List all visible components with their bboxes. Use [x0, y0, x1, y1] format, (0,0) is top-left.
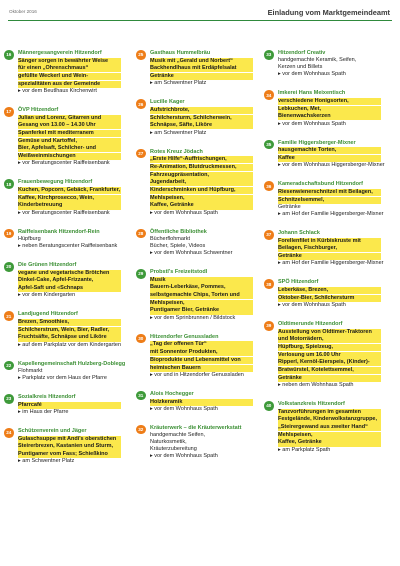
booth-offer-highlight: Musik mit „Gerald und Norbert“	[150, 58, 253, 65]
booth-entry	[264, 401, 381, 454]
booth-offer-highlight: Hüpfburg, Spielzeug,	[278, 344, 381, 351]
booth-offer-highlight: Forellenfilet in Kürbiskruste mit	[278, 238, 381, 245]
booth-offer-highlight: Gesang von 13.00 – 14.30 Uhr	[18, 122, 121, 129]
booth-entry	[4, 229, 121, 250]
booth-offer-highlight: Sänger sorgen in bewährter Weise	[18, 58, 121, 65]
booth-location: ▸ am Hof der Familie Higgersberger-Mixner	[278, 260, 384, 267]
booth-title: Familie Higgersberger-Mixner	[278, 139, 356, 146]
booth-offer-highlight: Kinderbetreuung	[18, 202, 121, 209]
booth-entry	[4, 50, 121, 95]
booth-number-badge: 37	[264, 230, 274, 240]
booth-offer-highlight: mit Sonnentor Produkten,	[150, 349, 253, 356]
booth-offer-text: Kerzen und Billets	[278, 64, 323, 70]
booth-entry	[4, 107, 121, 167]
booth-offer-highlight: Bioprodukte und Lebensmittel von	[150, 357, 253, 364]
booth-offer-text: handgemachte Seifen,	[150, 431, 206, 438]
page-title: Einladung vom Marktgemeindeamt	[267, 8, 390, 17]
booth-title: Oldtimerunde Hitzendorf	[278, 321, 343, 328]
booth-title: Raiffeisenbank Hitzendorf-Rein	[18, 228, 100, 235]
booth-number-badge: 26	[136, 99, 146, 109]
booth-offer-highlight: heimischen Bauern	[150, 365, 253, 372]
booth-offer-highlight: Kaffee, Kirchprosecco, Wein,	[18, 195, 121, 202]
booth-offer-highlight: „Steirergewand aus zweiter Hand“	[278, 424, 381, 431]
booth-location: ▸ vor dem Wohnhaus Spath	[150, 453, 218, 460]
booth-number-badge: 24	[4, 428, 14, 438]
booth-offer-highlight: Kuchen, Popcorn, Gebäck, Frankfurter,	[18, 187, 121, 194]
booth-number-badge: 40	[264, 401, 274, 411]
booth-offer-highlight: Oktober-Bier, Schilchersturm	[278, 295, 381, 302]
booth-number-badge: 35	[264, 140, 274, 150]
booth-offer-highlight: Backhendlhaus mit Erdäpfelsalat	[150, 65, 253, 72]
booth-offer-text: Bücher, Spiele, Videos	[150, 242, 206, 249]
booth-entry	[4, 262, 121, 299]
booth-entry	[264, 230, 384, 267]
booth-title: Lucille Kager	[150, 99, 185, 106]
booth-offer-highlight: Aufstrichbrote,	[150, 107, 253, 114]
booth-offer-highlight: Riesenwienerschnitzel mit Beilagen,	[278, 189, 381, 196]
booth-offer-highlight: Schilchersturm, Schilcherwein,	[150, 115, 253, 122]
booth-offer-highlight: verschiedene Honigsorten,	[278, 98, 381, 105]
booth-offer-highlight: Bienenwachskerzen	[278, 113, 381, 120]
booth-offer-text: Flohmarkt	[18, 367, 43, 374]
booth-offer-highlight: Dinkel-Cake, Apfel-Frizzante,	[18, 277, 121, 284]
booth-location: ▸ Parkplatz vor dem Haus der Pfarre	[18, 375, 107, 382]
booth-offer-highlight: Getränke	[278, 375, 381, 382]
booth-offer-highlight: Weißweinmischungen	[18, 153, 121, 160]
booth-location: ▸ vor dem Wohnhaus Spath	[278, 120, 346, 127]
booth-title: Johann Schlack	[278, 230, 320, 236]
booth-entry	[4, 311, 121, 348]
booth-entry	[264, 50, 381, 78]
booth-offer-highlight: Mehlspeisen,	[150, 300, 253, 307]
booth-offer-text: handgemachte Keramik, Seifen,	[278, 57, 357, 63]
booth-entry	[136, 50, 253, 87]
column-3	[264, 50, 385, 466]
booth-offer-highlight: Bier, Apfelsaft, Schilcher- und	[18, 145, 121, 152]
booth-offer-highlight: Schilcherstrum, Wein, Bier, Radler,	[18, 327, 121, 334]
booth-offer-highlight: Schnäpse, Säfte, Liköre	[150, 122, 253, 129]
booth-number-badge: 17	[4, 107, 14, 117]
booth-location: ▸ vor dem Wohnhaus Schwentner	[150, 250, 233, 257]
booth-offer-highlight: Apfel-Saft und «Schnaps	[18, 285, 121, 292]
booth-title: Alois Hochegger	[150, 390, 194, 397]
booth-entry	[264, 181, 384, 218]
booth-title: Kräuterwerk – die Kräuterwerkstatt	[150, 424, 242, 431]
booth-offer-highlight: Ripperl, Kernöl-Eierspeis, (Kinder)-	[278, 359, 381, 366]
booth-title: Männergesangverein Hitzendorf	[18, 50, 102, 56]
booth-offer-highlight: Fahrzeugpräsentation,	[150, 172, 253, 179]
booth-offer-highlight: Kinderschminken und Hüpfburg,	[150, 187, 253, 194]
booth-location: ▸ neben dem Wohnhaus Spath	[278, 382, 354, 389]
booth-offer-text: Hüpfburg	[18, 235, 41, 242]
booth-offer-highlight: Lebkuchen, Met,	[278, 106, 381, 113]
booth-offer-highlight: Ausstellung von Oldtimer-Traktoren	[278, 329, 381, 336]
booth-offer-highlight: Bauern-Leberkäse, Pommes,	[150, 284, 253, 291]
booth-offer-highlight: Holzkeramik	[150, 399, 253, 406]
booth-offer-highlight: Leberkäse, Brezen,	[278, 287, 381, 294]
booth-number-badge: 20	[4, 262, 14, 272]
booth-offer-highlight: Kaffee, Getränke	[278, 439, 381, 446]
booth-offer-highlight: Bratwürstel, Kotelettsemmel,	[278, 367, 381, 374]
booth-location: ▸ vor Beratungscenter Raiffeisenbank	[18, 160, 110, 167]
booth-location: ▸ vor dem Beutlhaus Kirchenwirt	[18, 88, 97, 95]
booth-title: ÖVP Hitzendorf	[18, 107, 59, 114]
booth-location: ▸ vor dem Wohnhaus Spath	[150, 209, 218, 216]
header-divider	[8, 20, 392, 21]
booth-title: Kapellengemeinschaft Hulzberg-Doblegg	[18, 360, 126, 367]
booth-location: ▸ vor dem Wohnhaus Spath	[278, 302, 346, 309]
booth-title: Die Grünen Hitzendorf	[18, 262, 77, 269]
booth-offer-highlight: gefüllte Weckerl und Wein-	[18, 73, 121, 80]
booth-entry	[4, 394, 121, 416]
issue-date: Oktober 2016	[9, 9, 37, 14]
booth-number-badge: 32	[136, 425, 146, 435]
booth-offer-text: Bücherflohmarkt	[150, 235, 191, 242]
booth-title: Landjugend Hitzendorf	[18, 311, 78, 318]
booth-offer-highlight: Pfarrcafé	[18, 402, 121, 409]
booth-offer-highlight: selbstgemachte Chips, Torten und	[150, 292, 253, 299]
booth-entry	[4, 360, 126, 382]
booth-title: Sozialkreis Hitzendorf	[18, 394, 76, 401]
booth-title: Schützenverein und Jäger	[18, 428, 87, 435]
booth-offer-highlight: Verlosung um 16.00 Uhr	[278, 352, 381, 359]
booth-location: ▸ am Schwentner Platz	[18, 458, 75, 465]
booth-entry	[264, 90, 381, 127]
booth-entry	[264, 279, 381, 309]
booth-offer-highlight: für einen „Ohrenschmaus“	[18, 65, 121, 72]
booth-location: ▸ am Parkplatz Spath	[278, 446, 331, 453]
booth-number-badge: 27	[136, 149, 146, 159]
booth-offer-highlight: Getränke	[150, 73, 253, 80]
booth-offer-highlight: Re-Animation, Blutdruckmessen,	[150, 164, 253, 171]
booth-offer-highlight: Musik	[150, 277, 253, 284]
booth-offer-highlight: Mehlspeisen,	[278, 432, 381, 439]
booth-offer-highlight: Mehlspeisen,	[150, 195, 253, 202]
booth-offer-highlight: Kaffee, Getränke	[150, 202, 253, 209]
booth-number-badge: 19	[4, 229, 14, 239]
booth-entry	[264, 139, 385, 170]
booth-number-badge: 28	[136, 229, 146, 239]
booth-location: ▸ vor dem Wohnhaus Higgersberger-Mixner	[278, 162, 385, 169]
booth-offer-highlight: Brezen, Smoothies,	[18, 319, 121, 326]
booth-title: Gasthaus Hummelbräu	[150, 50, 211, 56]
booth-entry	[4, 179, 121, 216]
booth-entry	[136, 425, 253, 460]
booth-offer-highlight: „Tag der offenen Tür“	[150, 341, 253, 348]
booth-offer-highlight: Fruchtsäfte, Schnäpse und Liköre	[18, 334, 121, 341]
booth-location: ▸ vor dem Wohnhaus Spath	[278, 71, 346, 78]
booth-offer-highlight: „Erste Hilfe“-Auffrischungen,	[150, 156, 253, 163]
booth-location: ▸ auf dem Parkplatz vor dem Kindergarten	[18, 341, 122, 348]
booth-number-badge: 21	[4, 311, 14, 321]
booth-location: ▸ im Haus der Pfarre	[18, 409, 69, 416]
booth-offer-highlight: hausgemachte Torten,	[278, 147, 381, 154]
booth-title: Volkstanzkreis Hitzendorf	[278, 401, 345, 408]
booth-entry	[136, 149, 253, 217]
booth-title: Probstl's Freizeitstodl	[150, 269, 208, 276]
booth-location: ▸ am Hof der Familie Higgersberger-Mixner	[278, 211, 384, 217]
booth-offer-highlight: Gulaschsuppe mit Andi's oberstichen	[18, 436, 121, 443]
column-2	[136, 50, 253, 472]
booth-number-badge: 23	[4, 394, 14, 404]
booth-offer-highlight: Beilagen, Fischburger,	[278, 245, 381, 252]
booth-offer-text: Naturkosmetik,	[150, 438, 187, 445]
booth-offer-highlight: vegane und vegetarische Brötchen	[18, 270, 121, 277]
booth-entry	[136, 99, 253, 136]
booth-offer-highlight: Kaffee	[278, 155, 381, 162]
booth-location: ▸ vor und in Hitzendorfer Genussladen	[150, 371, 244, 378]
booth-offer-highlight: Jugendarbeit,	[150, 179, 253, 186]
booth-title: Imkerei Hans Meixentisch	[278, 90, 346, 97]
booth-offer-highlight: Festgelände, Kinderwolkstanzgruppe,	[278, 416, 381, 423]
booth-number-badge: 33	[264, 50, 274, 60]
booth-location: ▸ vor dem Kindergarten	[18, 292, 76, 299]
booth-offer-highlight: Puntigamer Bier, Getränke	[150, 307, 253, 314]
booth-title: Frauenbewegung Hitzendorf	[18, 179, 93, 186]
booth-entry	[136, 269, 253, 322]
booth-entry	[136, 391, 253, 413]
booth-number-badge: 18	[4, 179, 14, 189]
booth-title: Rotes Kreuz Jödach	[150, 148, 203, 155]
booth-number-badge: 31	[136, 391, 146, 401]
booth-entry	[264, 321, 381, 389]
booth-entry	[4, 428, 121, 465]
booth-title: SPÖ Hitzendorf	[278, 279, 319, 286]
booth-title: Hitzendorf Creativ	[278, 50, 326, 56]
booth-title: Öffentliche Bibliothek	[150, 228, 207, 235]
booth-entry	[136, 334, 253, 379]
booth-title: Hitzendorfer Genussladen	[150, 333, 219, 340]
booth-offer-highlight: Steirerbrezen, Kastanien und Sturm,	[18, 443, 121, 450]
booth-number-badge: 36	[264, 181, 274, 191]
booth-number-badge: 29	[136, 269, 146, 279]
booth-offer-highlight: und Motorrädern,	[278, 336, 381, 343]
booth-location: ▸ am Schwentner Platz	[150, 129, 207, 136]
booth-location: ▸ vor Beratungscenter Raiffeisenbank	[18, 209, 110, 216]
booth-offer-highlight: Julian und Lorenz, Gitarren und	[18, 115, 121, 122]
booth-location: ▸ vor dem Wohnhaus Spath	[150, 405, 218, 412]
booth-title: Kameradschaftsbund Hitzendorf	[278, 181, 363, 188]
booth-number-badge: 34	[264, 90, 274, 100]
booth-number-badge: 22	[4, 361, 14, 371]
booth-number-badge: 39	[264, 321, 274, 331]
booth-offer-highlight: spezialitäten aus der Gemeinde	[18, 81, 121, 88]
booth-offer-highlight: Gemüse und Kartoffel,	[18, 138, 121, 145]
booth-offer-highlight: Tanzvorführungen im gesamten	[278, 409, 381, 416]
booth-location: ▸ neben Beratungscenter Raiffeisenbank	[18, 243, 118, 250]
booth-offer-highlight: Schnitzelsemmel,	[278, 197, 381, 204]
booth-offer-text: Getränke	[278, 203, 301, 210]
booth-entry	[136, 229, 253, 257]
booth-offer-highlight: Puntigamer vom Fass; Schießkino	[18, 451, 121, 458]
booth-number-badge: 38	[264, 279, 274, 289]
column-1	[4, 50, 126, 477]
booth-location: ▸ am Schwentner Platz	[150, 80, 207, 87]
booth-offer-highlight: Spanferkel mit mediterranem	[18, 130, 121, 137]
booth-location: ▸ vor dem Sprinbrunnen / Bildstock	[150, 314, 236, 321]
booth-offer-text: Kräuterzubereitung	[150, 445, 197, 452]
booth-number-badge: 25	[136, 50, 146, 60]
booth-number-badge: 16	[4, 50, 14, 60]
booth-offer-highlight: Getränke	[278, 253, 381, 260]
booth-number-badge: 30	[136, 334, 146, 344]
